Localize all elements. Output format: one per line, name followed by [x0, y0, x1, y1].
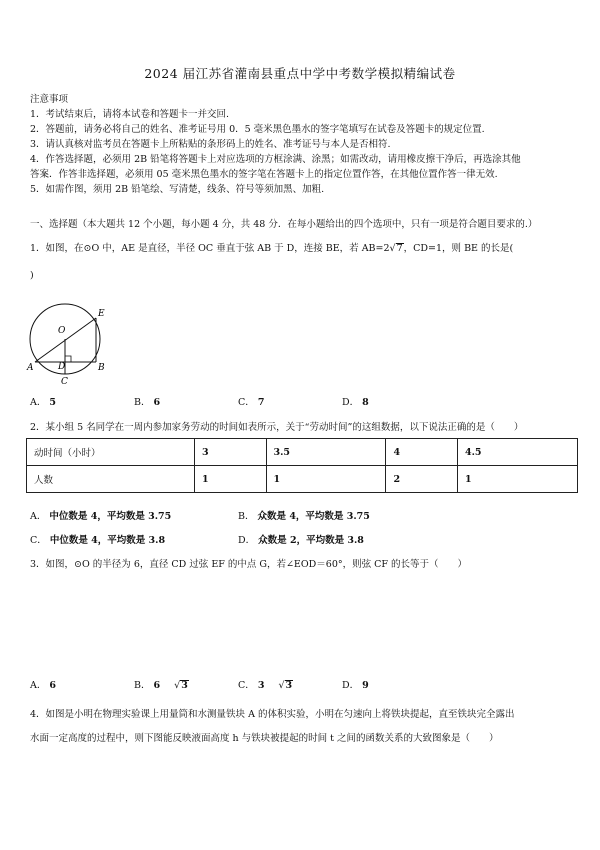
question-1-text [30, 240, 513, 254]
table-cell: 3 [195, 439, 267, 466]
table-cell: 1 [195, 466, 267, 493]
label-e: E [98, 309, 105, 319]
q1-text-a: 1．如图，在⊙O 中，AE 是直径，半径 OC 垂直于弦 AB 于 D，连接 BE，若 AB=2 [30, 243, 390, 254]
question-4-line-1: 4．如图是小明在物理实验课上用量筒和水测量铁块 A 的体积实验，小明在匀速向上将铁块提起，直至铁块完全露出 [30, 709, 515, 720]
table-cell: 1 [458, 466, 578, 493]
label-b: B [98, 363, 105, 373]
table-cell: 动时间（小时） [27, 439, 195, 466]
note-item: 5．如需作图，须用 2B 铅笔绘、写清楚，线条、符号等须加黑、加粗. [30, 184, 325, 195]
q1-close-paren: ) [30, 270, 34, 281]
label-o: O [58, 326, 66, 336]
q1-option-a: A． 5 [30, 397, 57, 408]
table-row [27, 439, 578, 466]
q2-option-b: B． 众数是 4，平均数是 3.75 [238, 511, 370, 522]
right-angle-mark [65, 356, 71, 362]
question-3-text: 3．如图，⊙O 的半径为 6，直径 CD 过弦 EF 的中点 G，若∠EOD＝60°，则弦 CF 的长等于（ ） [30, 559, 468, 570]
table-row [27, 466, 578, 493]
section-heading: 一、选择题（本大题共 12 个小题，每小题 4 分，共 48 分．在每小题给出的四个选项中，只有一项是符合题目要求的.） [30, 219, 538, 230]
q2-option-c: C． 中位数是 4，平均数是 3.8 [30, 535, 166, 546]
note-item: 1．考试结束后，请将本试卷和答题卡一并交回. [30, 109, 230, 120]
question-4-line-2: 水面一定高度的过程中，则下图能反映液面高度 h 与铁块被提起的时间 t 之间的函数关系的大致图象是（ ） [30, 733, 499, 744]
table-cell: 2 [386, 466, 458, 493]
label-a: A [27, 363, 34, 373]
label-c: C [61, 377, 68, 387]
label-d: D [58, 362, 66, 372]
q1-option-d: D． 8 [342, 397, 369, 408]
q3-option-a: A． 6 [30, 680, 57, 691]
q1-option-b: B． 6 [134, 397, 161, 408]
sqrt-symbol: √ [389, 243, 396, 254]
q2-option-d: D． 众数是 2，平均数是 3.8 [238, 535, 364, 546]
q3-option-b: B． 6 √3 [134, 680, 188, 691]
q1-option-c: C． 7 [238, 397, 265, 408]
question-2-text: 2．某小组 5 名同学在一周内参加家务劳动的时间如表所示，关于“劳动时间”的这组数据，以下说法正确的是（ ） [30, 422, 524, 433]
note-item: 3．请认真核对监考员在答题卡上所粘贴的条形码上的姓名、准考证号与本人是否相符. [30, 139, 391, 150]
q1-circle-figure [25, 300, 120, 390]
table-cell: 4.5 [458, 439, 578, 466]
table-cell: 人数 [27, 466, 195, 493]
q3-option-c: C． 3 √3 [238, 680, 293, 691]
q2-data-table [26, 438, 578, 493]
table-cell: 3.5 [266, 439, 386, 466]
notes-heading: 注意事项 [30, 94, 69, 105]
q3-option-d: D． 9 [342, 680, 369, 691]
note-item: 2．答题前，请务必将自己的姓名、准考证号用 0．5 毫米黑色墨水的签字笔填写在试卷及答题卡的规定位置. [30, 124, 485, 135]
q2-option-a: A． 中位数是 4，平均数是 3.75 [30, 511, 172, 522]
q1-text-b: ，CD=1，则 BE 的长是( [403, 243, 514, 254]
table-cell: 1 [266, 466, 386, 493]
note-item: 4．作答选择题，必须用 2B 铅笔将答题卡上对应选项的方框涂满、涂黑；如需改动，请用橡皮擦干净后，再选涂其他 [30, 154, 521, 165]
q1-sqrt-value: 7 [396, 243, 403, 254]
page-title: 2024 届江苏省灌南县重点中学中考数学模拟精编试卷 [144, 66, 456, 81]
table-cell: 4 [386, 439, 458, 466]
note-item: 答案．作答非选择题，必须用 05 毫米黑色墨水的签字笔在答题卡上的指定位置作答，在其他位置作答一律无效. [30, 169, 498, 180]
